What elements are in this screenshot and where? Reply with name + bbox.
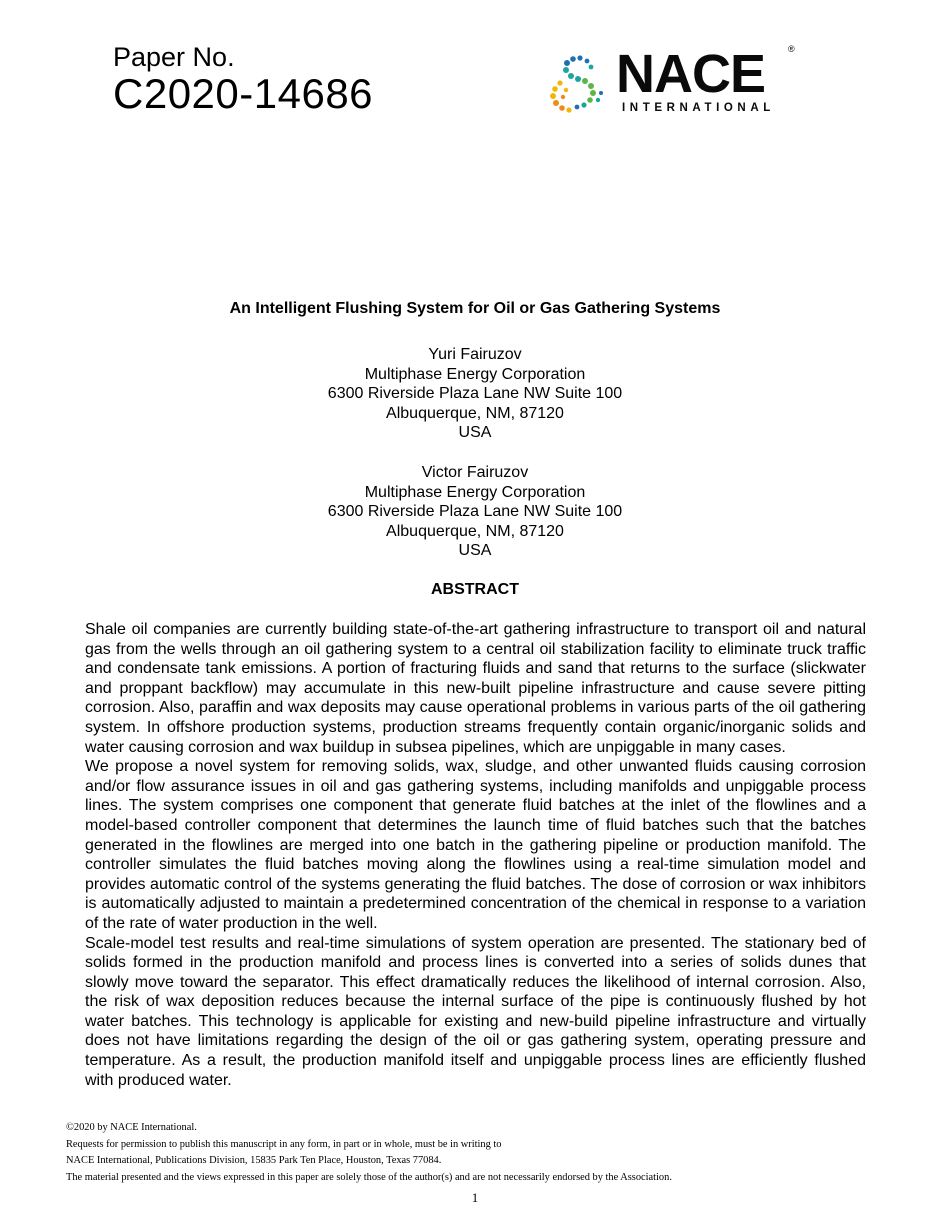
logo-wordmark: NACE	[616, 44, 766, 104]
paper-title: An Intelligent Flushing System for Oil or Gas Gathering Systems	[229, 300, 721, 317]
copyright-line: ©2020 by NACE International.	[66, 1122, 197, 1133]
abstract-heading: ABSTRACT	[431, 581, 519, 598]
author-street: 6300 Riverside Plaza Lane NW Suite 100	[327, 385, 623, 403]
author-block	[0, 463, 950, 561]
author-country: USA	[458, 424, 492, 442]
footer-notice	[66, 1120, 886, 1186]
logo-registered-mark: ®	[788, 44, 795, 54]
permission-line: Requests for permission to publish this manuscript in any form, in part or in whole, must be in writing to	[66, 1138, 502, 1150]
author-name: Yuri Fairuzov	[428, 346, 522, 363]
nace-logo	[546, 44, 806, 124]
paper-id: C2020-14686	[113, 70, 374, 117]
abstract-paragraph: Shale oil companies are currently building state-of-the-art gathering infrastructure to transport oil and natural gas from the wells through an oil gathering system to a central oil stabilization facility to eliminate truck traffic and condensate tank emissions. A portion of fracturing fluids and sand that returns to the surface (slickwater and proppant backflow) may accumulate in this new-built pipeline infrastructure and cause severe pitting corrosion. Also, paraffin and wax deposits may cause operational problems in various parts of the oil gathering system. In offshore production systems, production streams frequently contain organic/inorganic solids and water causing corrosion and wax buildup in subsea pipelines, which are unpiggable in many cases.	[85, 621, 866, 756]
disclaimer-line: The material presented and the views expressed in this paper are solely those of the author(s) and are not necessarily endorsed by the Association.	[66, 1171, 672, 1183]
abstract-paragraph: Scale-model test results and real-time simulations of system operation are presented. The stationary bed of solids formed in the production manifold and process lines is converted into a series of solids dunes that slowly move toward the separator. This effect dramatically reduces the likelihood of internal corrosion. Also, the risk of wax deposition reduces because the internal surface of the pipe is continuously flushed by hot water batches. This technology is applicable for existing and new-build pipeline infrastructure and virtually does not have limitations regarding the design of the oil or gas gathering system, operating pressure and temperature. As a result, the production manifold itself and unpiggable process lines are efficiently flushed with produced water.	[85, 934, 866, 1089]
logo-subtitle: INTERNATIONAL	[622, 102, 775, 114]
nace-logo-mark-icon	[546, 50, 612, 116]
author-street: 6300 Riverside Plaza Lane NW Suite 100	[327, 503, 623, 521]
author-organization: Multiphase Energy Corporation	[364, 483, 586, 501]
author-city: Albuquerque, NM, 87120	[386, 404, 564, 422]
abstract-body	[85, 620, 866, 1090]
paper-number-label: Paper No.	[113, 42, 235, 72]
abstract-paragraph: We propose a novel system for removing solids, wax, sludge, and other unwanted fluids causing corrosion and/or flow assurance issues in oil and gas gathering systems, including manifolds and unpiggable process lines. The system comprises one component that generate fluid batches at the inlet of the flowlines and a model-based controller component that determines the launch time of fluid batches such that the batches generated in the flowlines are merged into one batch in the gathering pipeline or production manifold. The controller simulates the fluid batches moving along the flowlines using a real-time simulation model and provides automatic control of the systems generating the fluid batches. The dose of corrosion or wax inhibitors is automatically adjusted to maintain a predetermined concentration of the chemical in response to a variation of the rate of water production in the well.	[85, 758, 866, 932]
author-country: USA	[458, 542, 492, 560]
permission-line: NACE International, Publications Division, 15835 Park Ten Place, Houston, Texas 77084.	[66, 1155, 442, 1167]
author-city: Albuquerque, NM, 87120	[386, 522, 564, 540]
author-name: Victor Fairuzov	[421, 464, 529, 481]
page-number: 1	[471, 1190, 479, 1205]
author-block	[0, 345, 950, 443]
author-organization: Multiphase Energy Corporation	[364, 365, 586, 383]
